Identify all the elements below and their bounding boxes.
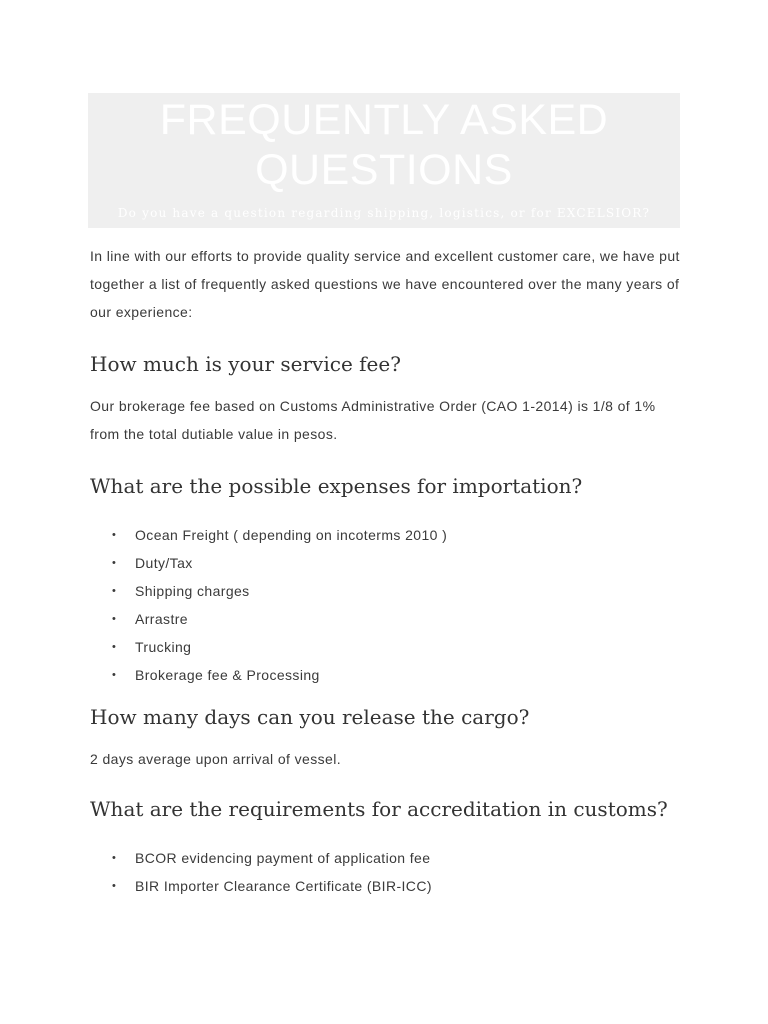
intro-paragraph: In line with our efforts to provide quality service and excellent customer care, we have put together a list of frequently asked questions we have encountered over the many years of our experience: xyxy=(90,248,680,320)
faq-question: What are the possible expenses for importation? xyxy=(90,474,583,498)
list-item xyxy=(90,605,680,633)
faq-question: What are the requirements for accreditation in customs? xyxy=(90,797,668,821)
list-item-text: Arrastre xyxy=(135,611,188,627)
list-item-text: Trucking xyxy=(135,639,192,655)
list-item-text: Ocean Freight ( depending on incoterms 2010 ) xyxy=(135,527,448,543)
bullet-icon: • xyxy=(112,557,117,569)
bullet-icon: • xyxy=(112,585,117,597)
list-item-text: BIR Importer Clearance Certificate (BIR-ICC) xyxy=(135,878,432,894)
list-item-text: BCOR evidencing payment of application fee xyxy=(135,850,431,866)
faq-question: How many days can you release the cargo? xyxy=(90,705,530,729)
bullet-icon: • xyxy=(112,613,117,625)
faq-question: How much is your service fee? xyxy=(90,352,401,376)
list-item-text: Shipping charges xyxy=(135,583,250,599)
faq-banner xyxy=(88,93,680,228)
list-item xyxy=(90,549,680,577)
banner-subtitle: Do you have a question regarding shipping, logistics, or for EXCELSIOR? xyxy=(117,206,651,220)
bullet-icon: • xyxy=(112,880,117,892)
list-item xyxy=(90,577,680,605)
faq-answer: Our brokerage fee based on Customs Administrative Order (CAO 1-2014) is 1/8 of 1% from the total dutiable value in pesos. xyxy=(90,398,656,442)
list-item xyxy=(90,521,680,549)
bullet-icon: • xyxy=(112,529,117,541)
list-item xyxy=(90,872,680,900)
list-item xyxy=(90,844,680,872)
bullet-icon: • xyxy=(112,669,117,681)
bullet-icon: • xyxy=(112,852,117,864)
list-item-text: Duty/Tax xyxy=(135,555,193,571)
banner-title: FREQUENTLY ASKED QUESTIONS xyxy=(159,96,609,194)
faq-answer: 2 days average upon arrival of vessel. xyxy=(90,751,341,767)
faq-content xyxy=(90,242,680,900)
list-item-text: Brokerage fee & Processing xyxy=(135,667,320,683)
expense-list xyxy=(90,521,680,689)
requirements-list xyxy=(90,844,680,900)
bullet-icon: • xyxy=(112,641,117,653)
list-item xyxy=(90,633,680,661)
list-item xyxy=(90,661,680,689)
